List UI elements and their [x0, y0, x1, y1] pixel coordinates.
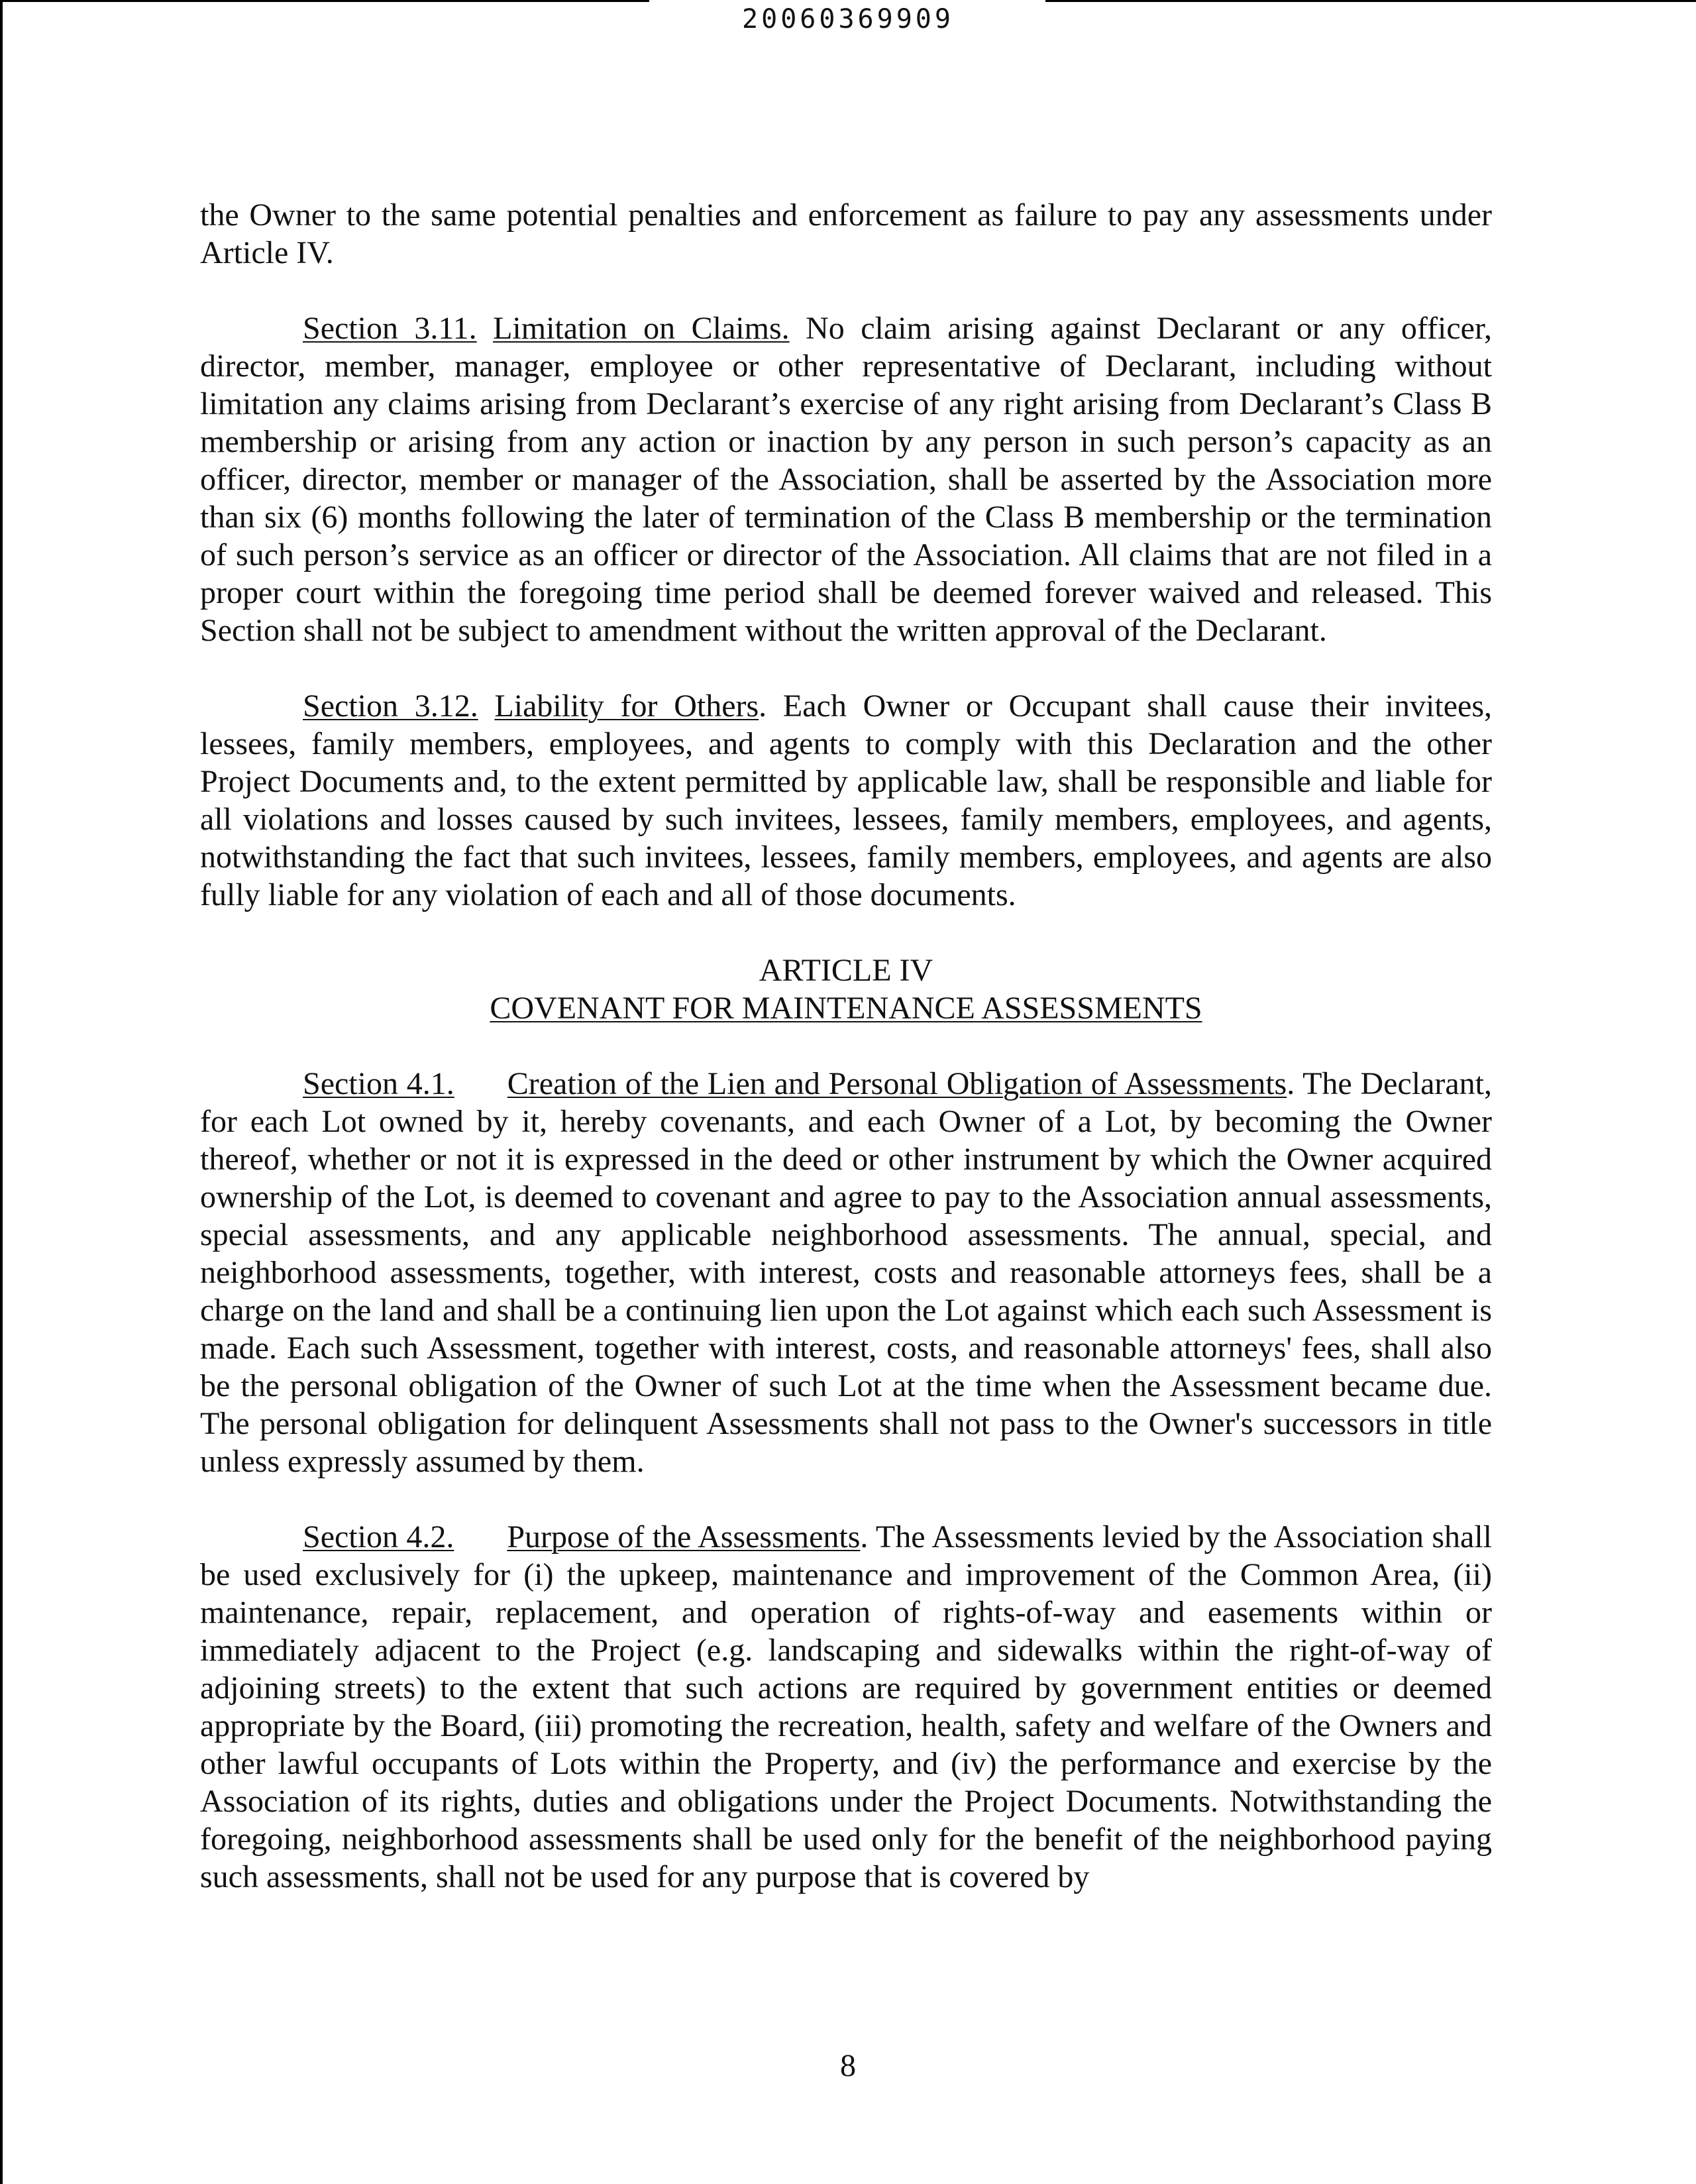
section-3-11-title: Limitation on Claims.: [493, 311, 790, 346]
paragraph-gap: [200, 1480, 1492, 1518]
section-3-12-title: Liability for Others: [494, 688, 759, 724]
paragraph-gap: [200, 914, 1492, 952]
header-rule-left: [0, 0, 649, 2]
section-3-12: [200, 687, 1492, 914]
section-3-11-number: Section 3.11.: [303, 311, 477, 346]
section-4-1-number: Section 4.1.: [303, 1066, 454, 1101]
section-3-11: [200, 309, 1492, 649]
page-body: [200, 196, 1492, 1896]
page-number: 8: [840, 2048, 856, 2083]
section-4-1-title: Creation of the Lien and Personal Obligation of Assessments: [507, 1066, 1287, 1101]
continuation-paragraph: the Owner to the same potential penalties and enforcement as failure to pay any assessments under Article IV.: [200, 197, 1492, 270]
article-title: [200, 989, 1492, 1027]
section-4-2: [200, 1518, 1492, 1896]
section-3-12-text: . Each Owner or Occupant shall cause their invitees, lessees, family members, employees, and agents to comply with this Declaration and the other Project Documents and, to the extent permitted by applicable law, shall be responsible and liable for all violations and losses caused by such invitees, lessees, family members, employees, and agents, notwithstanding the fact that such invitees, lessees, family members, employees, and agents are also fully liable for any violation of each and all of those documents.: [200, 688, 1492, 912]
document-number: 20060369909: [742, 4, 954, 34]
paragraph-gap: [200, 272, 1492, 309]
section-4-1-text: . The Declarant, for each Lot owned by it, hereby covenants, and each Owner of a Lot, by becoming the Owner thereof, whether or not it is expressed in the deed or other instrument by which the Owner acquired ownership of the Lot, is deemed to covenant and agree to pay to the Association annual assessments, special assessments, and any applicable neighborhood assessments. The annual, special, and neighborhood assessments, together, with interest, costs and reasonable attorneys fees, shall be a charge on the land and shall be a continuing lien upon the Lot against which each such Assessment is made. Each such Assessment, together with interest, costs, and reasonable attorneys' fees, shall also be the personal obligation of the Owner of such Lot at the time when the Assessment became due. The personal obligation for delinquent Assessments shall not pass to the Owner's successors in title unless expressly assumed by them.: [200, 1066, 1492, 1479]
section-4-2-text: . The Assessments levied by the Association shall be used exclusively for (i) the upkeep, maintenance and improvement of the Common Area, (ii) maintenance, repair, replacement, and operation of rights-of-way and easements within or immediately adjacent to the Project (e.g. landscaping and sidewalks within the right-of-way of adjoining streets) to the extent that such actions are required by government entities or deemed appropriate by the Board, (iii) promoting the recreation, health, safety and welfare of the Owners and other lawful occupants of Lots within the Property, and (iv) the performance and exercise by the Association of its rights, duties and obligations under the Project Documents. Notwithstanding the foregoing, neighborhood assessments shall be used only for the benefit of the neighborhood paying such assessments, shall not be used for any purpose that is covered by: [200, 1519, 1492, 1894]
paragraph-gap: [200, 1027, 1492, 1065]
header-rule-right: [1045, 0, 1696, 2]
article-heading: ARTICLE IV: [759, 953, 933, 988]
article-title-text: COVENANT FOR MAINTENANCE ASSESSMENTS: [490, 991, 1202, 1026]
scan-edge: [0, 0, 3, 2184]
section-4-2-number: Section 4.2.: [303, 1519, 454, 1555]
section-3-12-number: Section 3.12.: [303, 688, 478, 724]
section-3-11-text: No claim arising against Declarant or any officer, director, member, manager, employee or other representative of Declarant, including without limitation any claims arising from Declarant’s exercise of any right arising from Declarant’s Class B membership or arising from any action or inaction by any person in such person’s capacity as an officer, director, member or manager of the Association, shall be asserted by the Association more than six (6) months following the later of termination of the Class B membership or the termination of such person’s service as an officer or director of the Association. All claims that are not filed in a proper court within the foregoing time period shall be deemed forever waived and released. This Section shall not be subject to amendment without the written approval of the Declarant.: [200, 311, 1493, 648]
paragraph-gap: [200, 649, 1492, 687]
section-4-2-title: Purpose of the Assessments: [507, 1519, 861, 1555]
section-4-1: [200, 1065, 1492, 1480]
